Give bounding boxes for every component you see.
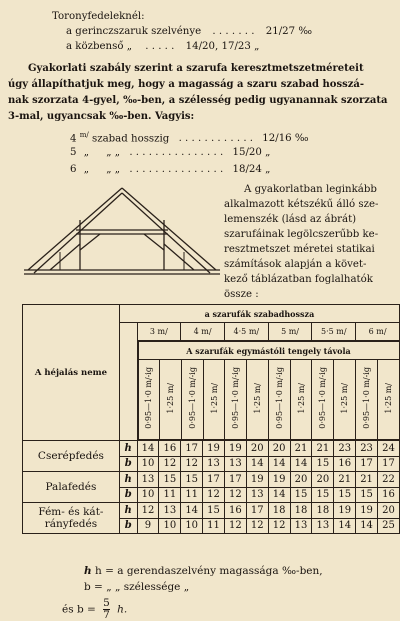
value-cell: 14 — [268, 487, 290, 503]
value-cell: 10 — [181, 518, 203, 534]
spacing-label: 0·95—1·0 m/-ig — [187, 367, 197, 429]
legend-h-var: h. — [117, 603, 128, 616]
spacing-label: 1·25 m/ — [209, 382, 219, 414]
span-value: 12/16 ‰ — [262, 133, 309, 145]
spacing-cell — [247, 360, 269, 440]
value-cell: 18 — [268, 503, 290, 519]
dimension-letter: b — [119, 487, 137, 503]
spacing-label: 1·25 m/ — [340, 382, 349, 414]
value-cell: 13 — [137, 472, 159, 488]
value-cell: 10 — [159, 518, 181, 534]
length-cell: 5·5 m/ — [312, 323, 356, 341]
value-cell: 13 — [290, 518, 312, 534]
rule-line-4: 3-mal, ugyancsak ‰-ben. Vagyis: — [8, 111, 195, 122]
spacing-subtable — [138, 341, 400, 440]
value-cell: 21 — [356, 472, 378, 488]
intro-heading: Toronyfedeleknél: — [52, 11, 145, 22]
spacing-cell — [377, 360, 399, 440]
side-text-3: lemenszék (lásd az ábrát) — [224, 214, 357, 225]
value-cell: 11 — [159, 487, 181, 503]
value-cell: 23 — [356, 441, 378, 457]
dimension-letter: h — [119, 472, 137, 488]
span-unit: „ — [83, 147, 90, 158]
span-n: 4 — [70, 133, 77, 145]
spacing-cell — [182, 360, 204, 440]
span-row-6 — [70, 163, 270, 177]
value-cell: 17 — [181, 441, 203, 457]
span-row-5 — [70, 146, 270, 160]
table-row — [23, 441, 400, 457]
legend-b — [84, 581, 189, 593]
value-cell: 15 — [290, 487, 312, 503]
value-cell: 19 — [246, 472, 268, 488]
value-cell: 13 — [159, 503, 181, 519]
row-header: A héjalás neme — [23, 305, 120, 441]
cross-section-table — [22, 304, 400, 534]
spacing-cell — [334, 360, 356, 440]
value-cell: 14 — [181, 503, 203, 519]
legend-h-text: h = a gerendaszelvény magassága ‰-ben, — [94, 565, 323, 577]
spacing-cell — [138, 360, 160, 440]
legend-formula — [62, 598, 127, 621]
value-cell: 21 — [312, 441, 334, 457]
spacing-label: 1·25 m/ — [383, 382, 393, 414]
value-cell: 17 — [377, 456, 399, 472]
roof-truss-figure — [20, 180, 225, 290]
rule-line-2: úgy állapíthatjuk meg, hogy a magasság a szaru szabad hosszá- — [8, 79, 365, 90]
value-cell: 18 — [290, 503, 312, 519]
roofing-type: Palafedés — [23, 472, 120, 503]
value-cell: 11 — [181, 487, 203, 503]
side-text-8: össze : — [224, 289, 259, 300]
table-row — [23, 503, 400, 519]
spacing-row — [138, 360, 399, 440]
length-cell: 3 m/ — [137, 323, 181, 341]
intro-ridge-label: a gerinczszaruk szelvénye — [66, 26, 202, 37]
spacing-label: 0·95—1·0 m/-ig — [231, 367, 241, 429]
value-cell: 14 — [334, 518, 356, 534]
span-text: „ „ — [106, 164, 121, 175]
intro-middle-value: 14/20, 17/23 „ — [185, 41, 260, 52]
value-cell: 23 — [334, 441, 356, 457]
legend-b-text: b = „ „ szélessége „ — [84, 581, 190, 593]
spacing-label: 0·95—1·0 m/-ig — [274, 367, 284, 429]
dots: . . . . . . . . . . . . . . . — [129, 147, 224, 158]
dimension-letter: b — [119, 518, 137, 534]
roofing-type: Cserépfedés — [23, 441, 120, 472]
value-cell: 13 — [224, 456, 246, 472]
spacing-cell — [355, 360, 377, 440]
value-cell: 19 — [203, 441, 225, 457]
value-cell: 15 — [312, 456, 334, 472]
intro-line-ridge — [66, 25, 312, 39]
value-cell: 14 — [290, 456, 312, 472]
value-cell: 20 — [312, 472, 334, 488]
dots: . . . . . — [145, 41, 175, 52]
value-cell: 17 — [203, 472, 225, 488]
value-cell: 20 — [246, 441, 268, 457]
value-cell: 12 — [203, 487, 225, 503]
legend-es: és b = — [62, 603, 96, 616]
dimension-letter: b — [119, 456, 137, 472]
span-n: 5 — [70, 147, 77, 158]
rule-line-3: nak szorzata 4-gyel, ‰-ben, a szélesség pedig ugyanannak szorzata — [8, 95, 388, 106]
value-cell: 16 — [377, 487, 399, 503]
side-text-4: szarufáinak legölcszerűbb ke- — [224, 229, 379, 240]
value-cell: 19 — [224, 441, 246, 457]
value-cell: 25 — [377, 518, 399, 534]
value-cell: 21 — [334, 472, 356, 488]
value-cell: 16 — [224, 503, 246, 519]
spacing-label: 1·25 m/ — [166, 382, 176, 414]
value-cell: 12 — [224, 487, 246, 503]
value-cell: 14 — [137, 441, 159, 457]
span-n: 6 — [70, 164, 77, 175]
value-cell: 17 — [246, 503, 268, 519]
side-text-6: számítások alapján a követ- — [224, 259, 367, 270]
value-cell: 15 — [334, 487, 356, 503]
spacing-label: 0·95—1·0 m/-ig — [144, 367, 154, 429]
value-cell: 12 — [181, 456, 203, 472]
value-cell: 19 — [268, 472, 290, 488]
spacing-label: 0·95—1·0 m/-ig — [318, 367, 328, 429]
value-cell: 18 — [312, 503, 334, 519]
value-cell: 19 — [334, 503, 356, 519]
top-header: a szarufák szabadhossza — [119, 305, 399, 323]
value-cell: 17 — [224, 472, 246, 488]
spacing-header: A szarufák egymástóli tengely távola — [138, 342, 399, 360]
value-cell: 14 — [356, 518, 378, 534]
dimension-letter: h — [119, 503, 137, 519]
value-cell: 20 — [268, 441, 290, 457]
spacing-cell — [225, 360, 247, 440]
value-cell: 9 — [137, 518, 159, 534]
dots: . . . . . . . . . . . . — [178, 133, 254, 145]
intro-middle-label: a közbenső „ — [66, 41, 132, 52]
value-cell: 10 — [137, 487, 159, 503]
span-text: szabad hosszig — [91, 133, 170, 145]
span-row-4 — [70, 128, 309, 146]
value-cell: 15 — [203, 503, 225, 519]
roofing-type: Fém- és kát-rányfedés — [23, 503, 120, 534]
span-value: 18/24 „ — [232, 164, 271, 175]
value-cell: 13 — [203, 456, 225, 472]
fraction-num: 5 — [103, 597, 110, 609]
value-cell: 10 — [137, 456, 159, 472]
value-cell: 15 — [356, 487, 378, 503]
spacing-cell — [268, 360, 290, 440]
dots: . . . . . . . . . . . . . . . — [129, 164, 224, 175]
span-text: „ „ — [106, 147, 121, 158]
value-cell: 16 — [159, 441, 181, 457]
intro-line-middle — [66, 40, 259, 54]
value-cell: 13 — [246, 487, 268, 503]
side-text-1: A gyakorlatban leginkább — [244, 184, 377, 195]
value-cell: 12 — [224, 518, 246, 534]
spacing-cell — [312, 360, 334, 440]
side-text-2: alkalmazott kétszékű álló sze- — [224, 199, 379, 210]
spacer — [119, 323, 137, 341]
spacing-cell — [160, 360, 182, 440]
value-cell: 22 — [377, 472, 399, 488]
side-text-7: kező táblázatban foglalhatók — [224, 274, 373, 285]
value-cell: 21 — [290, 441, 312, 457]
value-cell: 19 — [356, 503, 378, 519]
table-body — [23, 441, 400, 534]
spacing-block — [137, 341, 399, 441]
value-cell: 20 — [377, 503, 399, 519]
spacing-label: 0·95—1·0 m/-ig — [361, 367, 371, 429]
rule-line-1: Gyakorlati szabály szerint a szarufa keresztmetszetméreteit — [28, 63, 364, 74]
value-cell: 13 — [312, 518, 334, 534]
value-cell: 15 — [312, 487, 334, 503]
value-cell: 12 — [137, 503, 159, 519]
value-cell: 16 — [334, 456, 356, 472]
intro-ridge-value: 21/27 ‰ — [265, 26, 313, 37]
table-row — [23, 472, 400, 488]
length-cell: 6 m/ — [356, 323, 400, 341]
value-cell: 12 — [159, 456, 181, 472]
dimension-letter: h — [119, 441, 137, 457]
value-cell: 15 — [159, 472, 181, 488]
spacing-label: 1·25 m/ — [296, 382, 306, 414]
fraction-den: 7 — [103, 609, 110, 621]
value-cell: 12 — [268, 518, 290, 534]
span-unit: m/ — [79, 131, 89, 139]
value-cell: 17 — [356, 456, 378, 472]
value-cell: 14 — [246, 456, 268, 472]
side-text-5: resztmetszet méretei statikai — [224, 244, 375, 255]
value-cell: 12 — [246, 518, 268, 534]
dots: . . . . . . . — [212, 26, 255, 37]
length-cell: 5 m/ — [268, 323, 312, 341]
spacing-cell — [290, 360, 312, 440]
spacing-cell — [203, 360, 225, 440]
value-cell: 15 — [181, 472, 203, 488]
legend-h: h h = a gerendaszelvény magassága ‰-ben, — [84, 565, 323, 577]
value-cell: 24 — [377, 441, 399, 457]
spacing-label: 1·25 m/ — [253, 382, 263, 414]
value-cell: 14 — [268, 456, 290, 472]
spacer — [119, 341, 137, 441]
length-cell: 4·5 m/ — [224, 323, 268, 341]
length-cell: 4 m/ — [181, 323, 225, 341]
value-cell: 11 — [203, 518, 225, 534]
fraction — [103, 598, 110, 621]
value-cell: 20 — [290, 472, 312, 488]
span-value: 15/20 „ — [232, 147, 271, 158]
span-unit: „ — [83, 164, 90, 175]
